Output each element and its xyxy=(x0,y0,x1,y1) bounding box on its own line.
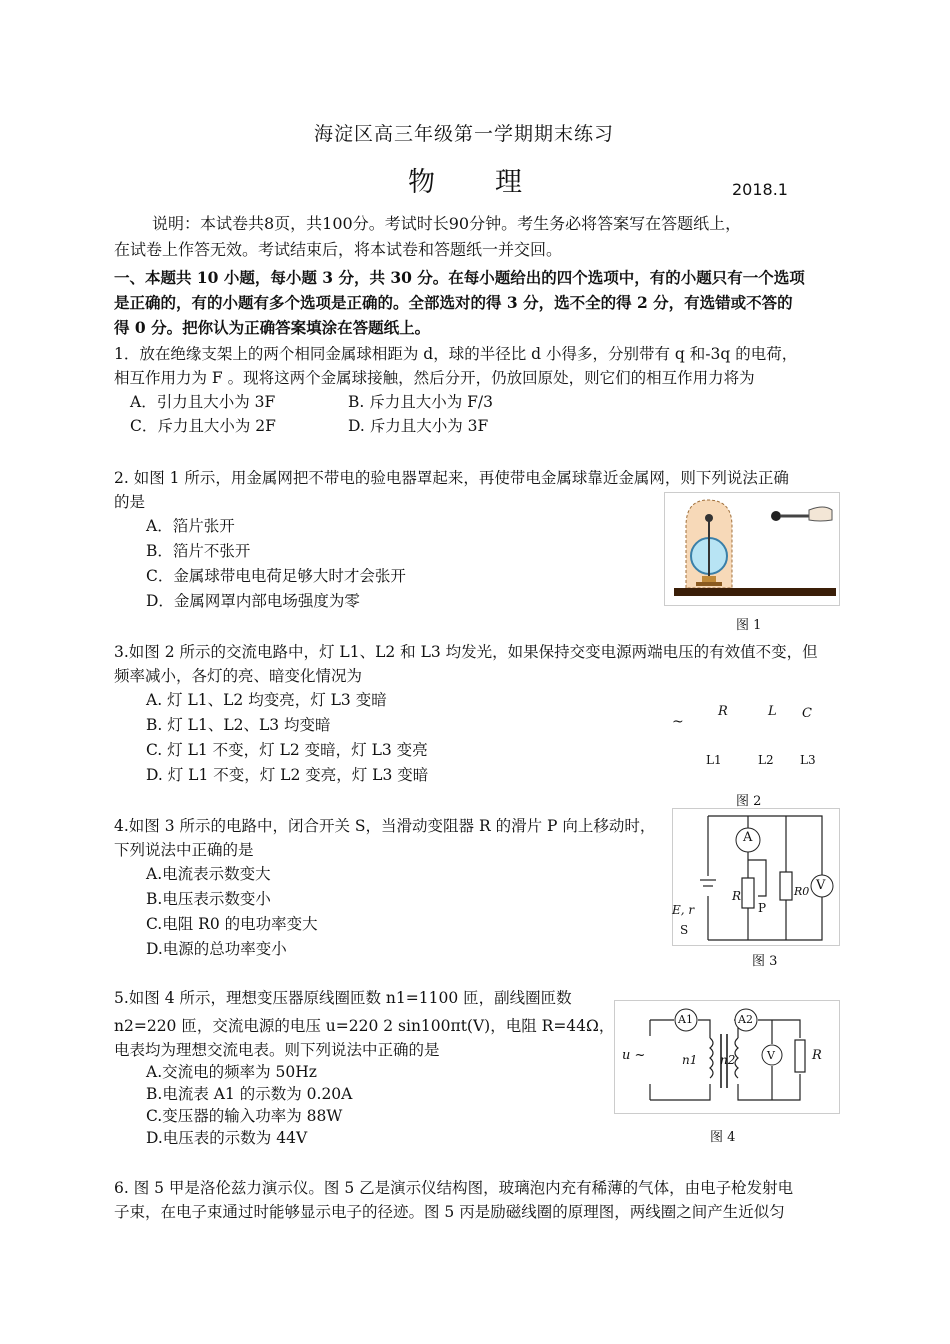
q2-option-b: B．箔片不张开 xyxy=(146,542,251,560)
q5-stem-3: 电表均为理想交流电表。则下列说法中正确的是 xyxy=(114,1041,440,1059)
figure-4-label-n2: n2 xyxy=(720,1053,736,1067)
q2-stem-2: 的是 xyxy=(114,493,146,511)
q5-option-c: C.变压器的输入功率为 88W xyxy=(146,1107,343,1125)
instructions-line-2: 在试卷上作答无效。考试结束后，将本试卷和答题纸一并交回。 xyxy=(114,240,563,259)
q4-option-a: A.电流表示数变大 xyxy=(146,865,271,883)
figure-2-label-l2: L2 xyxy=(758,753,774,767)
figure-2-caption: 图 2 xyxy=(736,794,762,809)
q1-option-b: B. 斥力且大小为 F/3 xyxy=(348,393,494,411)
q3-option-b: B. 灯 L1、L2、L3 均变暗 xyxy=(146,716,331,734)
q4-option-b: B.电压表示数变小 xyxy=(146,890,271,908)
q4-option-c: C.电阻 R0 的电功率变大 xyxy=(146,915,318,933)
q1-option-a: A．引力且大小为 3F xyxy=(130,393,276,411)
figure-3-circuit xyxy=(672,808,840,946)
q1-option-c: C．斥力且大小为 2F xyxy=(130,417,276,435)
q1-stem-2: 相互作用力为 F 。现将这两个金属球接触，然后分开，仍放回原处，则它们的相互作用力将为 xyxy=(114,369,755,387)
figure-4-label-n1: n1 xyxy=(682,1053,698,1067)
figure-3-label-r0: R0 xyxy=(794,885,810,898)
figure-2-label-l1: L1 xyxy=(706,753,722,767)
figure-3-label-r: R xyxy=(732,889,742,903)
q3-stem-1: 3.如图 2 所示的交流电路中，灯 L1、L2 和 L3 均发光，如果保持交变电源两端电压的有效值不变，但 xyxy=(114,643,818,661)
q2-option-a: A．箔片张开 xyxy=(146,517,235,535)
q3-option-d: D. 灯 L1 不变，灯 L2 变亮，灯 L3 变暗 xyxy=(146,766,429,784)
q4-stem-1: 4.如图 3 所示的电路中，闭合开关 S，当滑动变阻器 R 的滑片 P 向上移动时， xyxy=(114,817,656,835)
q5-option-b: B.电流表 A1 的示数为 0.20A xyxy=(146,1085,353,1103)
figure-1-electroscope xyxy=(664,492,840,606)
q2-stem-1: 2. 如图 1 所示，用金属网把不带电的验电器罩起来，再使带电金属球靠近金属网，则下列说法正确 xyxy=(114,469,789,487)
q3-option-a: A. 灯 L1、L2 均变亮，灯 L3 变暗 xyxy=(146,691,387,709)
figure-3-voltmeter-label: V xyxy=(816,878,826,893)
section-heading-line-1: 一、本题共 10 小题，每小题 3 分，共 30 分。在每小题给出的四个选项中，有的小题只有一个选项 xyxy=(114,268,805,287)
q2-option-d: D．金属网罩内部电场强度为零 xyxy=(146,592,360,610)
figure-3-label-s: S xyxy=(680,923,689,937)
exam-title: 海淀区高三年级第一学期期末练习 xyxy=(314,123,615,145)
q5-option-d: D.电压表的示数为 44V xyxy=(146,1129,308,1147)
subject-title: 物 理 xyxy=(408,167,524,198)
figure-3-label-er: E, r xyxy=(672,903,695,917)
q3-option-c: C. 灯 L1 不变，灯 L2 变暗，灯 L3 变亮 xyxy=(146,741,428,759)
section-heading-line-3: 得 0 分。把你认为正确答案填涂在答题纸上。 xyxy=(114,318,431,337)
q4-option-d: D.电源的总功率变小 xyxy=(146,940,287,958)
figure-4-caption: 图 4 xyxy=(710,1130,736,1145)
figure-3-label-p: P xyxy=(758,901,767,915)
section-heading-line-2: 是正确的，有的小题有多个选项是正确的。全部选对的得 3 分，选不全的得 2 分，有选错或不答的 xyxy=(114,293,793,312)
figure-2-label-c: C xyxy=(802,706,812,721)
figure-3-ammeter-label: A xyxy=(743,830,753,845)
figure-2-label-l3: L3 xyxy=(800,753,816,767)
q5-option-a: A.交流电的频率为 50Hz xyxy=(146,1063,317,1081)
q5-stem-1: 5.如图 4 所示，理想变压器原线圈匝数 n1=1100 匝，副线圈匝数 xyxy=(114,989,572,1007)
figure-4-voltmeter-label: V xyxy=(767,1049,775,1062)
q1-stem-1: 1．放在绝缘支架上的两个相同金属球相距为 d，球的半径比 d 小得多，分别带有 q 和-3q 的电荷， xyxy=(114,345,798,363)
figure-4-ammeter-a2: A2 xyxy=(738,1013,753,1026)
q5-stem-2: n2=220 匝，交流电源的电压 u=220 2 sin100πt(V)，电阻 R=44Ω， xyxy=(114,1017,615,1035)
figure-1-caption: 图 1 xyxy=(736,618,762,633)
figure-2-label-l: L xyxy=(768,704,777,719)
q6-stem-1: 6. 图 5 甲是洛伦兹力演示仪。图 5 乙是演示仪结构图，玻璃泡内充有稀薄的气体，由电子枪发射电 xyxy=(114,1179,794,1197)
q1-option-d: D. 斥力且大小为 3F xyxy=(348,417,489,435)
exam-date: 2018.1 xyxy=(732,180,788,199)
figure-3-caption: 图 3 xyxy=(752,954,778,969)
figure-4-source-u: u ~ xyxy=(622,1048,646,1063)
figure-4-label-r: R xyxy=(812,1048,822,1063)
figure-2-label-r: R xyxy=(718,704,728,719)
figure-4-ammeter-a1: A1 xyxy=(678,1013,693,1026)
q4-stem-2: 下列说法中正确的是 xyxy=(114,841,254,859)
q6-stem-2: 子束，在电子束通过时能够显示电子的径迹。图 5 丙是励磁线圈的原理图，两线圈之间产生近似匀 xyxy=(114,1203,785,1221)
figure-2-ac-source: ~ xyxy=(672,714,684,730)
q2-option-c: C．金属球带电电荷足够大时才会张开 xyxy=(146,567,406,585)
q3-stem-2: 频率减小，各灯的亮、暗变化情况为 xyxy=(114,667,363,685)
instructions-line-1: 说明：本试卷共8页，共100分。考试时长90分钟。考生务必将答案写在答题纸上， xyxy=(152,214,742,233)
